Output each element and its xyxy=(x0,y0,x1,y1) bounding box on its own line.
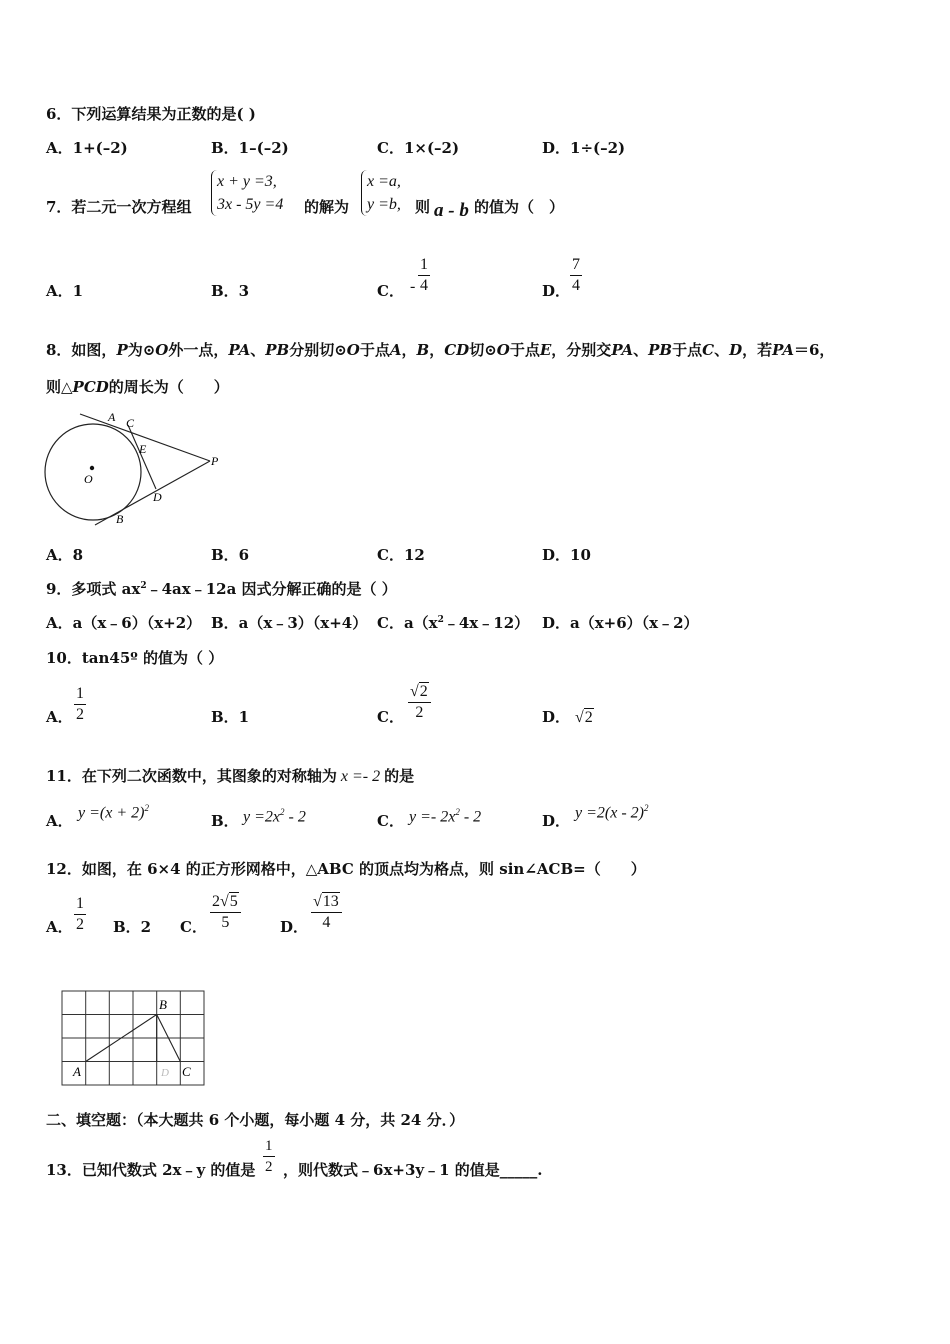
label-a: A xyxy=(108,410,116,424)
q9-option-c: C．$a(x^2﹣4x﹣12)$ xyxy=(377,614,530,632)
q8-option-b: B．6 xyxy=(211,546,250,564)
q13-fraction: $\frac{1}{2}$ xyxy=(265,1138,273,1175)
q7-tail: 的值为（ ） xyxy=(474,198,565,216)
q12-option-c-fraction: $\frac{2√5}{5}$ xyxy=(210,892,241,933)
q7-mid: 的解为 xyxy=(304,198,350,216)
q7-expr: a - b xyxy=(434,200,469,221)
tangent-cd xyxy=(128,425,156,489)
q9-stem: 9．多项式 $ax^2﹣4ax﹣12a$ 因式分解正确的是（ ） xyxy=(46,580,397,598)
center-point xyxy=(90,466,94,470)
label-e: E xyxy=(139,442,147,456)
q11-option-a: $y =(x + 2)^2$ xyxy=(78,803,149,822)
label-b: B xyxy=(159,997,167,1012)
q10-option-a-label: A． xyxy=(46,708,73,726)
label-c: C xyxy=(182,1064,191,1079)
q11-stem: 11．在下列二次函数中，其图象的对称轴为 x =- 2 的是 xyxy=(46,767,415,785)
label-d: D xyxy=(153,490,162,504)
q6-option-c: C．1×(–2) xyxy=(377,139,460,157)
q10-option-c-label: C． xyxy=(377,708,404,726)
q12-stem: 12．如图，在 6×4 的正方形网格中，△ABC 的顶点均为格点，则 sin∠ACB=（ ） xyxy=(46,860,646,878)
q10-option-b: B．1 xyxy=(211,708,250,726)
label-p: P xyxy=(211,454,219,468)
q6-stem: 6．下列运算结果为正数的是( ) xyxy=(46,105,256,123)
q12-option-d-fraction: $\frac{√13}{4}$ xyxy=(311,892,342,933)
q12-grid-figure xyxy=(58,988,218,1088)
q7-lead: 7．若二元一次方程组 xyxy=(46,198,192,216)
q11-option-d-label: D． xyxy=(542,812,571,830)
q7-option-c-fraction: $\frac{1}{4}$ xyxy=(420,256,428,294)
q11-option-b-label: B． xyxy=(211,812,239,830)
q7-option-c-sign: - xyxy=(410,278,416,295)
q7-system-equations: x + y =3, 3x - 5y =4 xyxy=(211,170,283,216)
q10-option-d-value: √2 xyxy=(575,709,593,726)
label-d: D xyxy=(161,1067,169,1079)
q6-option-a: A．1+(–2) xyxy=(46,139,128,157)
q7-option-a: A．1 xyxy=(46,282,84,300)
q7-option-b: B．3 xyxy=(211,282,250,300)
q12-option-d-label: D． xyxy=(280,918,309,936)
q11-option-c: $y =- 2x^2 - 2$ xyxy=(409,807,482,826)
label-c: C xyxy=(126,416,135,430)
circle-o xyxy=(45,424,141,520)
q11-option-c-label: C． xyxy=(377,812,404,830)
q6-option-d: D．1÷(–2) xyxy=(542,139,626,157)
q10-stem: 10．tan45º 的值为（ ） xyxy=(46,649,224,667)
q13-stem-start: 13．已知代数式 2x﹣y 的值是 xyxy=(46,1161,256,1179)
q8-stem-line1: 8．如图，P为⊙O外一点，PA、PB分别切⊙O于点A，B，CD切⊙O于点E，分别交PA、PB于点C、D，若PA＝6， xyxy=(46,341,835,359)
q10-option-c-fraction: $\frac{√2}{2}$ xyxy=(408,682,431,723)
q9-option-d: D．a（x+6）（x﹣2） xyxy=(542,614,699,632)
q12-option-c-label: C． xyxy=(180,918,207,936)
q11-option-b: $y =2x^2 - 2$ xyxy=(243,807,306,826)
q7-option-d-label: D． xyxy=(542,282,571,300)
q12-option-a-fraction: $\frac{1}{2}$ xyxy=(76,895,84,933)
label-a: A xyxy=(73,1064,81,1079)
q12-option-b: B．2 xyxy=(113,918,152,936)
q10-option-a-fraction: $\frac{1}{2}$ xyxy=(76,685,84,723)
q13-stem-end: ，则代数式﹣6x+3y﹣1 的值是_____. xyxy=(283,1161,543,1179)
q8-option-a: A．8 xyxy=(46,546,84,564)
q8-option-d: D．10 xyxy=(542,546,591,564)
label-o: O xyxy=(84,472,93,486)
q7-option-c-label: C． xyxy=(377,282,404,300)
q11-option-d: y =2(x - 2)$^2$ xyxy=(575,803,649,822)
q9-option-b: B．a（x﹣3）（x+4） xyxy=(211,614,368,632)
q7-then: 则 xyxy=(415,198,431,216)
section2-title: 二、填空题：（本大题共 6 个小题，每小题 4 分，共 24 分．） xyxy=(46,1111,465,1129)
q9-option-a: A．a（x﹣6）（x+2） xyxy=(46,614,202,632)
q8-circle-tangent-figure xyxy=(40,405,230,530)
q6-option-b: B．1–(–2) xyxy=(211,139,289,157)
q7-option-d-fraction: $\frac{7}{4}$ xyxy=(572,256,580,294)
q12-option-a-label: A． xyxy=(46,918,73,936)
q11-option-a-label: A． xyxy=(46,812,73,830)
label-b: B xyxy=(116,512,124,526)
q8-option-c: C．12 xyxy=(377,546,425,564)
q8-stem-line2: 则△PCD的周长为（ ） xyxy=(46,378,229,396)
q10-option-d-label: D． xyxy=(542,708,571,726)
q7-system-solution: x =a, y =b, xyxy=(361,170,401,216)
